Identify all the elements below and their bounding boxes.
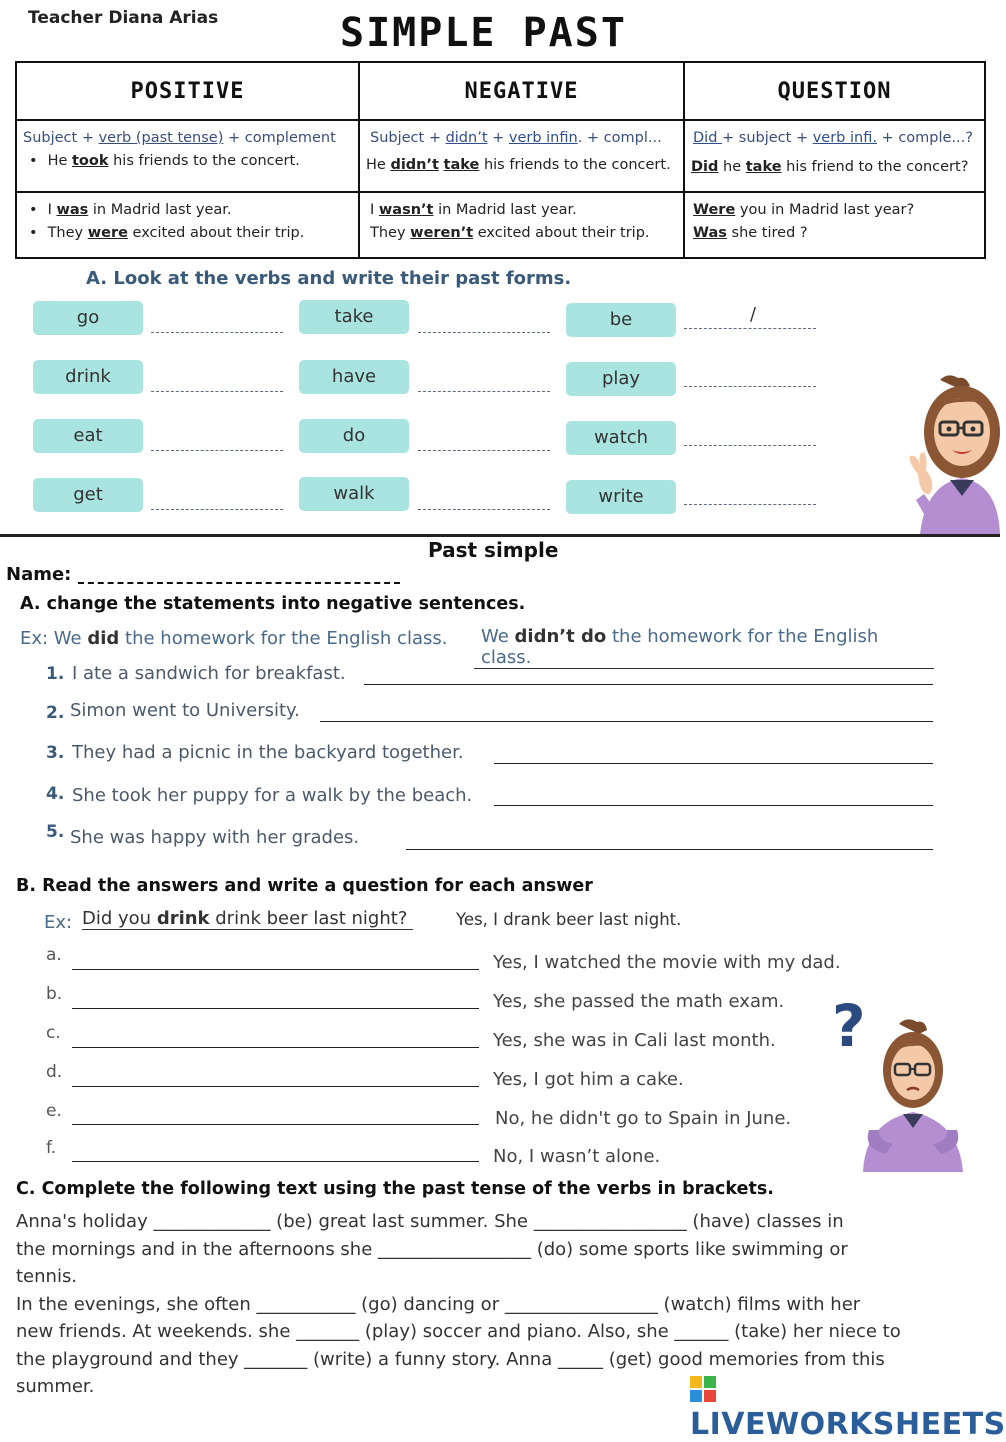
- section-a-title: A. change the statements into negative sentences.: [20, 594, 526, 614]
- section-a-example-answer: We didn’t do the homework for the English class.: [474, 626, 934, 669]
- name-field[interactable]: [78, 582, 400, 584]
- verb-chip-watch: watch: [566, 421, 676, 455]
- question-answer-line[interactable]: [72, 1086, 479, 1087]
- example-label: Ex:: [44, 912, 73, 933]
- question-rule: Did + subject + verb infi. + comple...?: [693, 130, 973, 146]
- name-label: Name:: [6, 564, 72, 585]
- negative-rule: Subject + didn’t + verb infin. + compl...: [370, 130, 662, 146]
- verbs-section-title: A. Look at the verbs and write their past forms.: [86, 268, 572, 289]
- negative-example: He didn’t take his friends to the concert.: [366, 157, 671, 173]
- item-number: 2.: [46, 703, 65, 723]
- question-answer-line[interactable]: [72, 1161, 479, 1162]
- verb-answer-blank[interactable]: [151, 391, 283, 392]
- verb-chip-eat: eat: [33, 419, 143, 453]
- question-answer-line[interactable]: [72, 1124, 479, 1125]
- paragraph-line: summer.: [16, 1376, 95, 1397]
- item-letter: b.: [46, 984, 63, 1004]
- paragraph-line: In the evenings, she often ___________ (go) dancing or _________________ (watch) films with her: [16, 1293, 861, 1315]
- verb-chip-have: have: [299, 360, 409, 394]
- question-example: Did he take his friend to the concert?: [691, 159, 969, 175]
- positive-rule: Subject + verb (past tense) + complement: [23, 130, 336, 146]
- paragraph-line: tennis.: [16, 1266, 78, 1287]
- table-header-row: [16, 62, 985, 120]
- header-negative: NEGATIVE: [359, 62, 684, 120]
- grammar-table: [15, 61, 986, 259]
- statement-text: I ate a sandwich for breakfast.: [72, 663, 346, 684]
- item-number: 3.: [46, 743, 65, 763]
- given-answer: Yes, I watched the movie with my dad.: [493, 952, 841, 973]
- item-number: 5.: [46, 822, 65, 842]
- page-title: SIMPLE PAST: [340, 10, 627, 56]
- paragraph-line: the playground and they _______ (write) a funny story. Anna _____ (get) good memories from this: [16, 1348, 885, 1370]
- answer-line[interactable]: [320, 721, 933, 722]
- item-letter: f.: [46, 1138, 57, 1158]
- positive-be-2: • They were excited about their trip.: [23, 222, 352, 245]
- question-be-1: Were you in Madrid last year?: [693, 202, 915, 219]
- section-b-example-answer: Yes, I drank beer last night.: [456, 910, 682, 929]
- liveworksheets-watermark: LIVEWORKSHEETS: [690, 1372, 1006, 1442]
- question-answer-line[interactable]: [72, 1047, 479, 1048]
- statement-text: They had a picnic in the backyard together.: [72, 742, 464, 763]
- item-number: 1.: [46, 664, 65, 684]
- verb-answer-blank[interactable]: [684, 386, 816, 387]
- header-question: QUESTION: [684, 62, 985, 120]
- verb-chip-go: go: [33, 301, 143, 335]
- question-cell: [684, 120, 985, 192]
- verb-answer-blank[interactable]: [151, 450, 283, 451]
- negative-be-cell: [359, 192, 684, 258]
- section-b-example-question: Did you drink drink beer last night?: [82, 908, 413, 930]
- given-answer: Yes, she passed the math exam.: [493, 991, 785, 1012]
- statement-text: Simon went to University.: [70, 700, 300, 721]
- verb-answer-blank[interactable]: [684, 445, 816, 446]
- table-row: [16, 192, 985, 258]
- verb-chip-write: write: [566, 480, 676, 514]
- verb-chip-play: play: [566, 362, 676, 396]
- question-answer-line[interactable]: [72, 1008, 479, 1009]
- positive-be-cell: [16, 192, 359, 258]
- verb-chip-take: take: [299, 300, 409, 334]
- negative-be-2: They weren’t excited about their trip.: [370, 225, 650, 242]
- positive-cell: [16, 120, 359, 192]
- item-letter: d.: [46, 1062, 63, 1082]
- verb-answer-blank[interactable]: [418, 450, 550, 451]
- be-blank-mark: /: [750, 304, 757, 325]
- given-answer: Yes, she was in Cali last month.: [493, 1030, 776, 1051]
- item-letter: a.: [46, 945, 62, 965]
- positive-example: • He took his friends to the concert.: [23, 150, 352, 173]
- question-answer-line[interactable]: [72, 969, 479, 970]
- section-b-title: B. Read the answers and write a question for each answer: [16, 876, 593, 896]
- item-letter: c.: [46, 1023, 61, 1043]
- teacher-avatar-waving: [900, 372, 1000, 534]
- given-answer: No, he didn't go to Spain in June.: [495, 1108, 792, 1129]
- section-divider: [0, 534, 1000, 537]
- verb-chip-be: be: [566, 303, 676, 337]
- answer-line[interactable]: [364, 684, 933, 685]
- statement-text: She took her puppy for a walk by the beach.: [72, 785, 473, 806]
- table-row: [16, 120, 985, 192]
- verb-answer-blank[interactable]: [684, 504, 816, 505]
- answer-line[interactable]: [406, 849, 933, 850]
- verb-answer-blank[interactable]: [151, 332, 283, 333]
- header-positive: POSITIVE: [16, 62, 359, 120]
- section-c-title: C. Complete the following text using the past tense of the verbs in brackets.: [16, 1179, 774, 1199]
- item-number: 4.: [46, 784, 65, 804]
- given-answer: No, I wasn’t alone.: [493, 1146, 661, 1167]
- verb-answer-blank[interactable]: [684, 328, 816, 329]
- answer-line[interactable]: [494, 805, 933, 806]
- teacher-avatar-thinking: [855, 1018, 967, 1172]
- verb-chip-do: do: [299, 419, 409, 453]
- negative-be-1: I wasn’t in Madrid last year.: [370, 202, 577, 219]
- question-mark-icon: ?: [832, 992, 866, 1060]
- verb-answer-blank[interactable]: [418, 391, 550, 392]
- verb-answer-blank[interactable]: [418, 509, 550, 510]
- paragraph-line: new friends. At weekends. she _______ (play) soccer and piano. Also, she ______ (take) her niece to: [16, 1321, 901, 1342]
- negative-cell: [359, 120, 684, 192]
- given-answer: Yes, I got him a cake.: [493, 1069, 684, 1090]
- paragraph-line: the mornings and in the afternoons she _________________ (do) some sports like swimming or: [16, 1238, 848, 1260]
- worksheet-subtitle: Past simple: [428, 538, 559, 562]
- teacher-name: Teacher Diana Arias: [28, 8, 219, 28]
- paragraph-line: Anna's holiday _____________ (be) great last summer. She _________________ (have) classes in: [16, 1211, 844, 1232]
- verb-answer-blank[interactable]: [418, 332, 550, 333]
- question-be-cell: [684, 192, 985, 258]
- statement-text: She was happy with her grades.: [70, 827, 360, 848]
- section-a-example: Ex: We did the homework for the English class.: [20, 628, 448, 649]
- liveworksheets-logo-icon: [690, 1376, 716, 1402]
- item-letter: e.: [46, 1101, 62, 1121]
- verb-chip-walk: walk: [299, 477, 409, 511]
- verb-answer-blank[interactable]: [151, 509, 283, 510]
- question-be-2: Was she tired ?: [693, 225, 808, 242]
- positive-be-1: • I was in Madrid last year.: [23, 199, 352, 222]
- answer-line[interactable]: [494, 763, 933, 764]
- verb-chip-get: get: [33, 478, 143, 512]
- verb-chip-drink: drink: [33, 360, 143, 394]
